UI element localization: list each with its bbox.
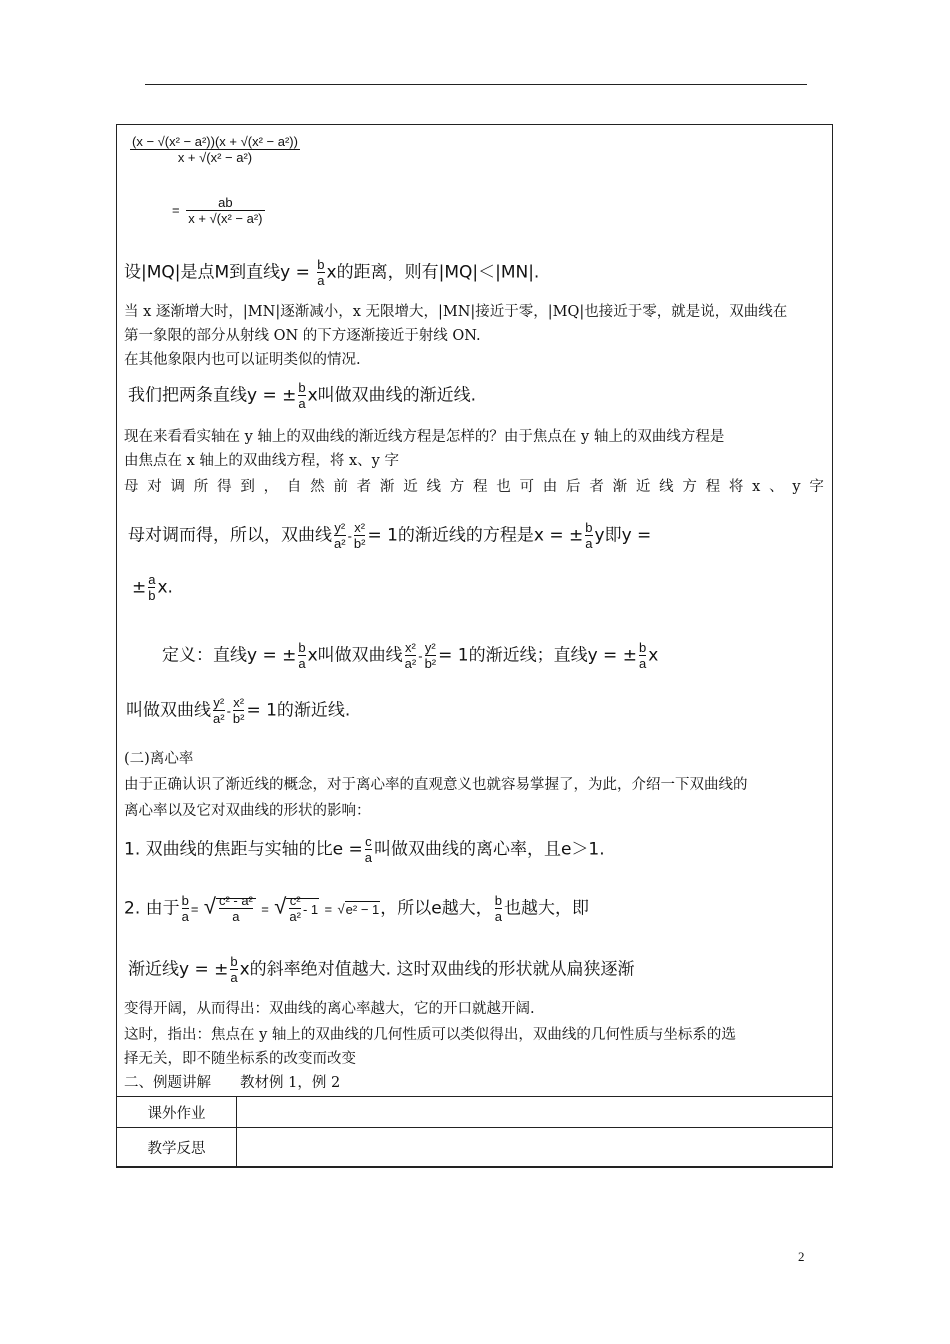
item2-pre: 2. 由于 — [124, 898, 180, 919]
frac-num: c — [365, 834, 372, 849]
frac-num: b — [298, 380, 306, 395]
spread-char: 由 — [542, 479, 558, 495]
mq-pre: 设|MQ|是点M到直线y = — [124, 262, 316, 283]
paragraph-5: 变得开阔，从而得出：双曲线的离心率越大，它的开口就越开阔. — [124, 1001, 535, 1017]
swap2-post: x. — [157, 577, 173, 598]
sqrt-sign: √ — [337, 901, 345, 917]
spread-char: 者 — [589, 479, 604, 495]
swap-pre: 母对调而得，所以，双曲线 — [128, 525, 332, 546]
frac-den: a² — [334, 536, 346, 551]
equals: = — [190, 901, 199, 917]
minus: - — [226, 703, 231, 719]
spread-char: y — [792, 479, 801, 495]
formula-2-denominator: x + √(x² − a²) — [188, 211, 263, 226]
swap-statement-2 — [132, 572, 173, 603]
reflection-label: 教学反思 — [117, 1128, 237, 1167]
formula-1-numerator: (x − √(x² − a²))(x + √(x² − a²)) — [132, 134, 298, 149]
frac-num: b — [494, 893, 502, 908]
paragraph-4-line-1: 由于正确认识了渐近线的概念，对于离心率的直观意义也就容易掌握了，为此，介绍一下双曲线的 — [124, 777, 748, 793]
paragraph-4-line-2: 离心率以及它对双曲线的形状的影响： — [124, 803, 371, 819]
frac-den: b² — [424, 656, 437, 671]
page-number: 2 — [798, 1249, 805, 1264]
frac-den: a² — [213, 711, 225, 726]
spread-char: 调 — [170, 479, 186, 495]
spread-char: 程 — [472, 479, 488, 495]
frac-num: c² - a² — [218, 893, 253, 908]
frac-num: x² — [354, 520, 366, 535]
frac-num: y² — [213, 695, 225, 710]
paragraph-1-line-2: 第一象限的部分从射线 ON 的下方逐渐接近于射线 ON. — [124, 328, 481, 344]
pm: ± — [132, 577, 147, 598]
equals: = — [324, 901, 333, 917]
formula-fraction-2 — [172, 195, 267, 226]
frac-num: y² — [424, 640, 436, 655]
formula-fraction-1 — [128, 134, 302, 165]
spread-char: 可 — [519, 479, 535, 495]
spread-char: 渐 — [612, 479, 628, 495]
frac-den: b² — [232, 711, 245, 726]
paragraph-3-line-3 — [124, 478, 824, 496]
minus: - — [347, 528, 352, 544]
definition-statement-2 — [126, 695, 350, 726]
formula-2-numerator: ab — [218, 195, 233, 210]
definition-statement — [162, 640, 658, 671]
frac-num: b — [230, 954, 238, 969]
frac-den: a — [585, 536, 593, 551]
spread-char: 者 — [356, 479, 372, 495]
spread-char: 前 — [333, 479, 348, 495]
item2l2-post: x的斜率绝对值越大. 这时双曲线的形状就从扁狭逐渐 — [239, 959, 635, 980]
spread-char: 所 — [193, 479, 209, 495]
spread-char: 近 — [635, 479, 651, 495]
def-mid2: = 1的渐近线；直线y = ± — [438, 645, 637, 666]
def2-post: = 1的渐近线. — [246, 700, 351, 721]
frac-den: b² — [353, 536, 366, 551]
equals: = — [261, 901, 269, 917]
paragraph-2: 在其他象限内也可以证明类似的情况. — [124, 352, 361, 368]
def2-pre: 叫做双曲线 — [126, 700, 211, 721]
paragraph-6-line-1: 这时，指出：焦点在 y 轴上的双曲线的几何性质可以类似得出，双曲线的几何性质与坐标系的选 — [124, 1027, 736, 1043]
paragraph-3-line-1: 现在来看看实轴在 y 轴上的双曲线的渐近线方程是怎样的？由于焦点在 y 轴上的双曲线方程是 — [124, 429, 725, 445]
frac-den: a — [364, 850, 372, 865]
frac-den: a — [298, 656, 306, 671]
eccentricity-item-1 — [124, 834, 605, 865]
frac-den: a² — [404, 656, 417, 671]
item2l2-pre: 渐近线y = ± — [128, 959, 229, 980]
frac-num: b — [585, 520, 593, 535]
frac-den: a — [317, 273, 325, 288]
spread-char: 然 — [310, 479, 325, 495]
paragraph-1-line-1: 当 x 逐渐增大时，|MN|逐渐减小，x 无限增大，|MN|接近于零，|MQ|也接近于零，就是说，双曲线在 — [124, 304, 788, 320]
item1-pre: 1. 双曲线的焦距与实轴的比e = — [124, 839, 363, 860]
frac-den: a — [494, 909, 502, 924]
frac-den: a — [219, 908, 253, 924]
frac-num: y² — [334, 520, 346, 535]
paragraph-3-line-2: 由焦点在 x 轴上的双曲线方程，将 x、y 字 — [124, 453, 399, 469]
frac-num: x² — [233, 695, 245, 710]
frac-den: a — [230, 970, 238, 985]
asym-post: x叫做双曲线的渐近线. — [307, 385, 477, 406]
swap-statement — [128, 520, 651, 551]
swap-post: y即y = — [594, 525, 652, 546]
eccentricity-item-2-line-2 — [128, 954, 634, 985]
spread-char: x — [752, 479, 761, 495]
section-2-title: (二)离心率 — [124, 751, 194, 767]
minus: - — [418, 648, 423, 664]
frac-num: b — [298, 640, 306, 655]
reflection-row — [116, 1127, 833, 1168]
frac-num: c² — [289, 893, 301, 908]
header-rule — [145, 84, 807, 85]
frac-den: a — [181, 909, 189, 924]
spread-char: 后 — [566, 479, 581, 495]
formula-1-denominator: x + √(x² − a²) — [130, 149, 300, 165]
spread-char: 渐 — [379, 479, 395, 495]
spread-char: 将 — [728, 479, 744, 495]
equals-sign: = — [172, 202, 180, 218]
minus-one: - 1 — [302, 901, 319, 917]
spread-char: 到 — [240, 479, 255, 495]
mq-post: x的距离，则有|MQ|＜|MN|. — [326, 262, 540, 283]
sqrt-e: e² − 1 — [345, 901, 380, 917]
item2-mid: ，所以e越大， — [380, 898, 493, 919]
frac-den: b — [148, 588, 156, 603]
spread-char: 对 — [147, 479, 162, 495]
sqrt-sign: √ — [203, 893, 216, 919]
def-mid1: x叫做双曲线 — [307, 645, 403, 666]
spread-char: 字 — [809, 479, 824, 495]
frac-den: a — [638, 656, 647, 671]
spread-char: ， — [263, 479, 279, 495]
frac-num: x² — [405, 640, 416, 655]
eccentricity-item-2 — [124, 893, 589, 924]
paragraph-6-line-2: 择无关，即不随坐标系的改变而改变 — [124, 1051, 356, 1067]
spread-char: 近 — [403, 479, 418, 495]
spread-char: 方 — [682, 479, 697, 495]
spread-char: 自 — [286, 479, 302, 495]
spread-char: 方 — [449, 479, 465, 495]
frac-den: a — [298, 396, 306, 411]
frac-num: b — [638, 640, 647, 655]
item2-post: 也越大，即 — [503, 898, 589, 919]
def-pre: 定义：直线y = ± — [162, 645, 297, 666]
def-post: x — [648, 645, 659, 666]
frac-num: b — [317, 257, 325, 272]
frac-num: b — [181, 893, 189, 908]
homework-label: 课外作业 — [117, 1097, 237, 1127]
spread-char: 线 — [659, 479, 674, 495]
mq-statement — [124, 257, 539, 288]
sqrt-sign: √ — [274, 893, 287, 919]
spread-char: 线 — [426, 479, 441, 495]
frac-den: a² — [289, 909, 301, 924]
asymptote-definition — [128, 380, 476, 411]
spread-char: 母 — [124, 479, 139, 495]
item1-post: 叫做双曲线的离心率，且e＞1. — [373, 839, 605, 860]
asym-pre: 我们把两条直线y = ± — [128, 385, 297, 406]
frac-num: a — [148, 572, 156, 587]
spread-char: 、 — [769, 479, 784, 495]
homework-row — [116, 1096, 833, 1128]
spread-char: 程 — [705, 479, 721, 495]
spread-char: 也 — [496, 479, 511, 495]
swap-mid: = 1的渐近线的方程是x = ± — [367, 525, 584, 546]
examples-heading: 二、例题讲解 教材例 1，例 2 — [124, 1075, 341, 1091]
spread-char: 得 — [217, 479, 232, 495]
